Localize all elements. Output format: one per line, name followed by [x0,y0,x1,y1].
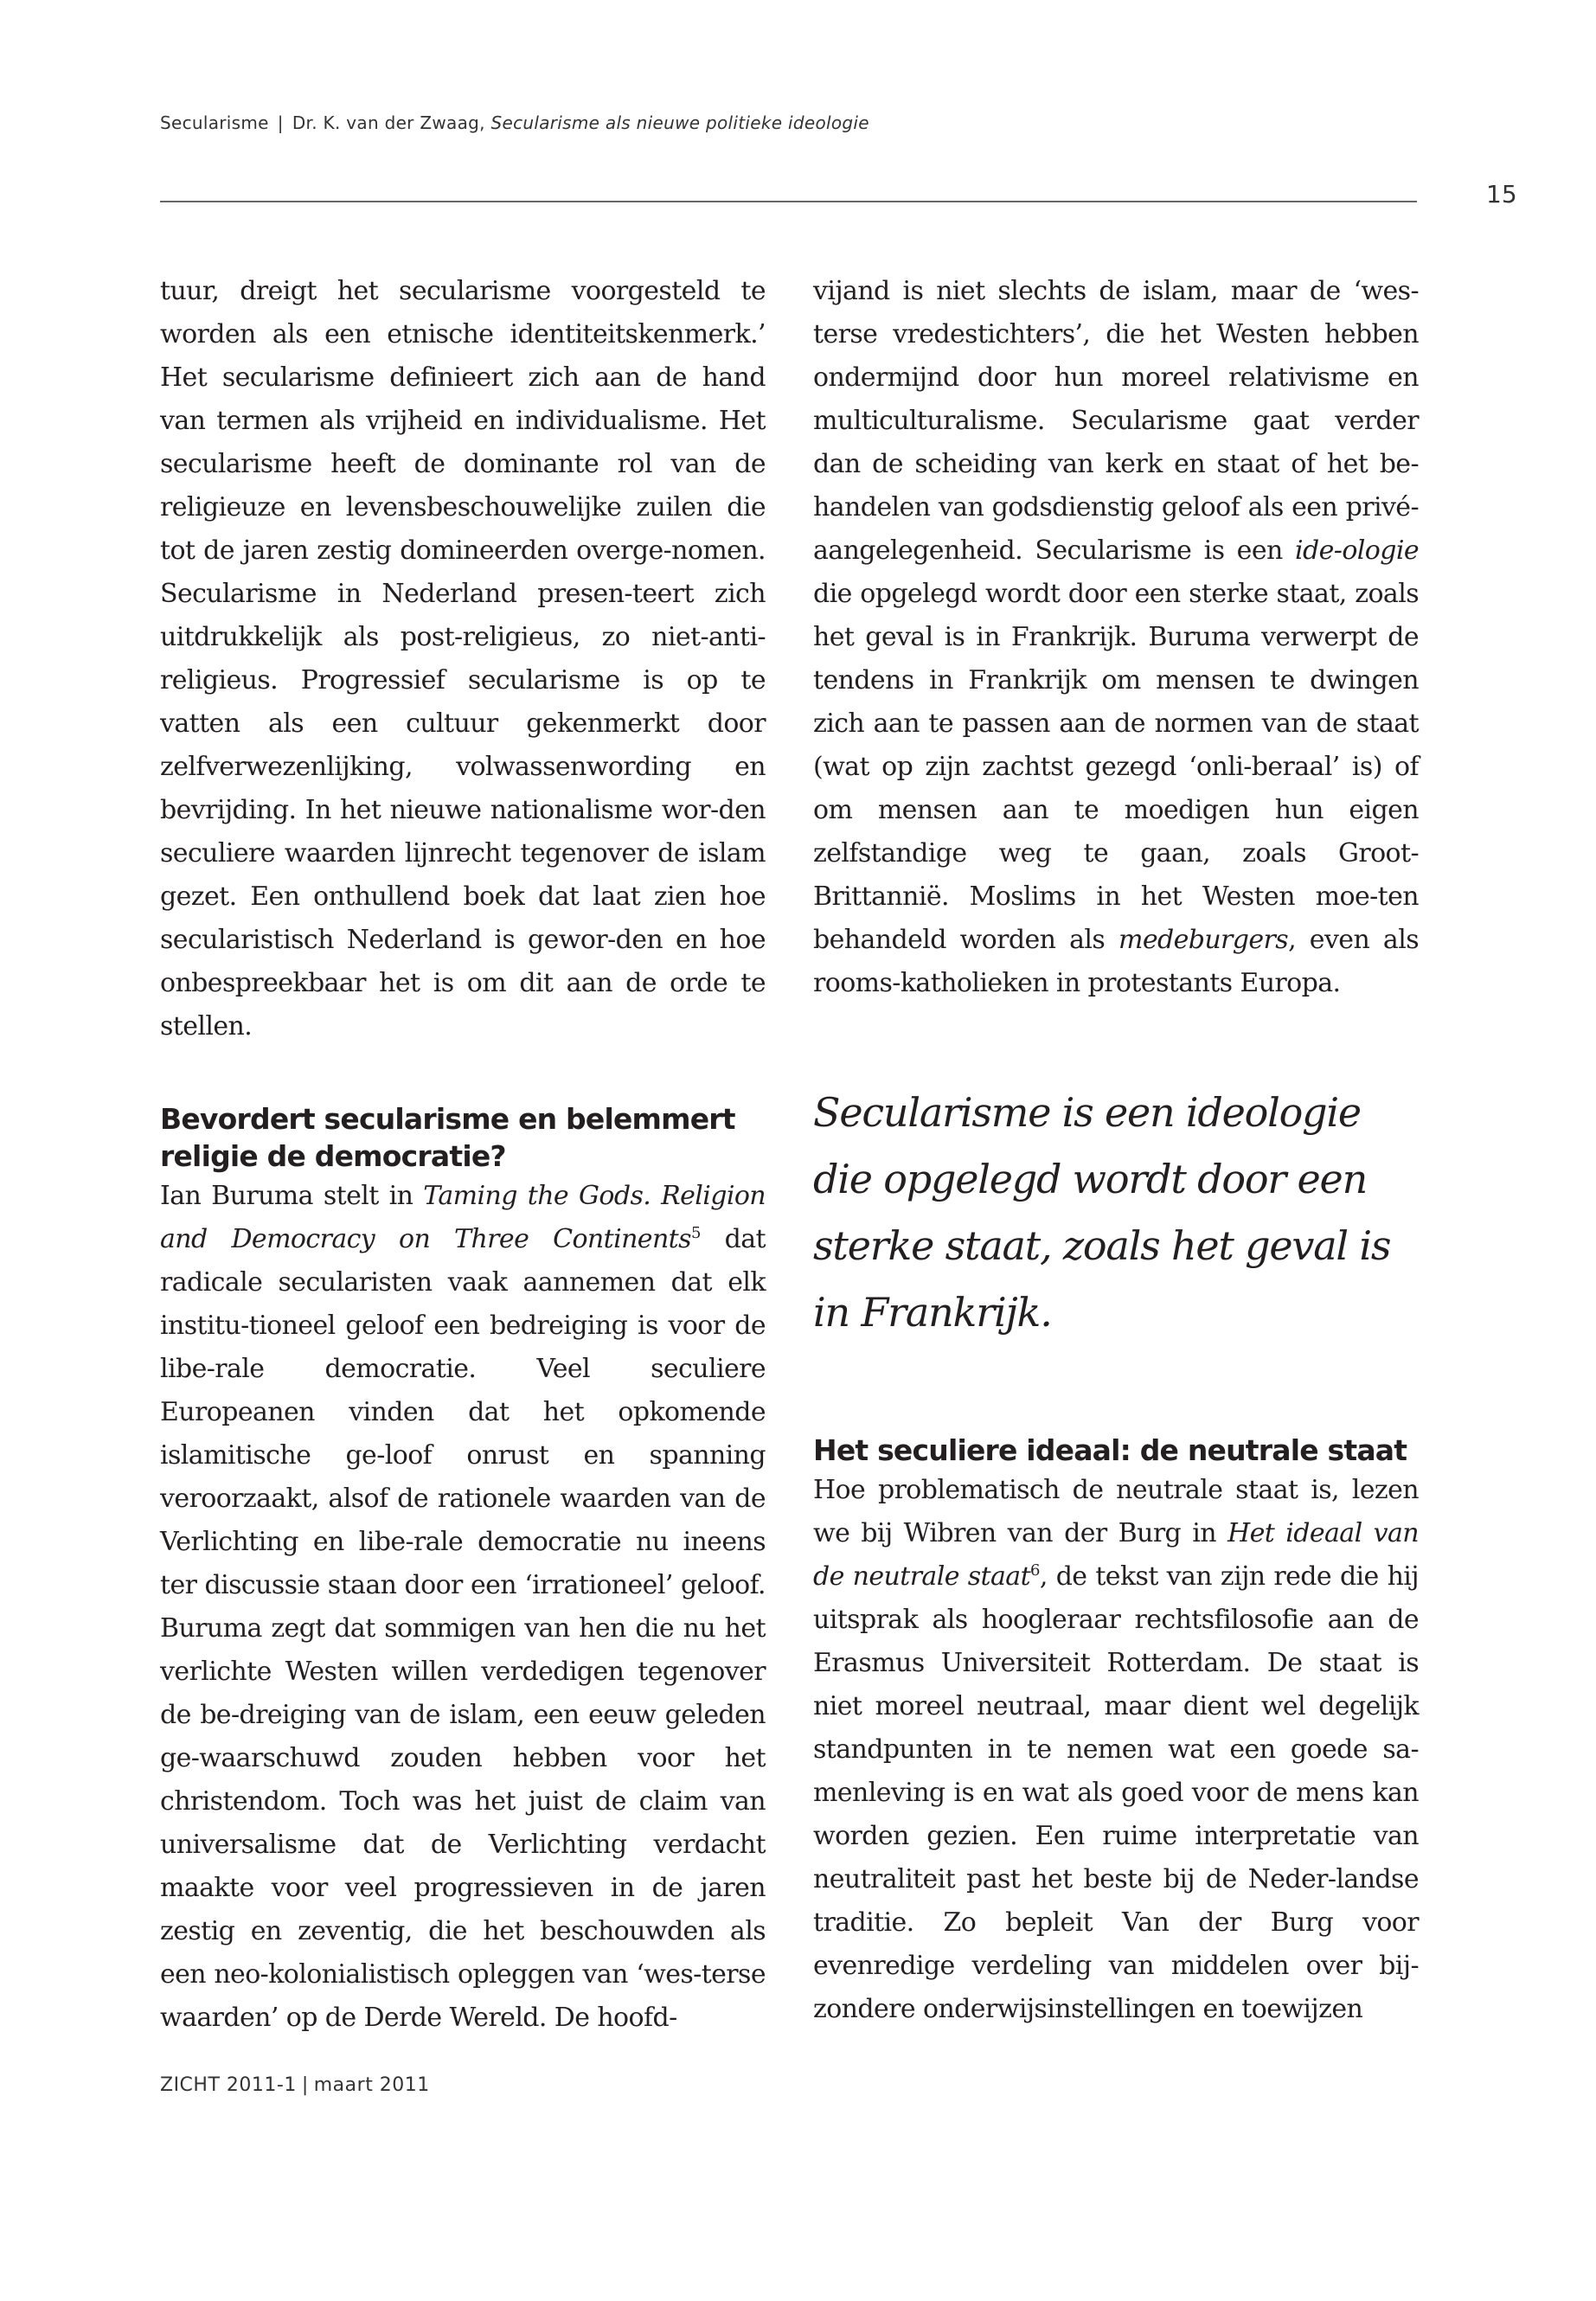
footnote-ref-5[interactable]: 5 [690,1224,701,1242]
continuation-paragraph [813,270,1419,1005]
van-der-burg-paragraph [813,1469,1419,2031]
paragraph-text: vijand is niet slechts de islam, maar de ‘wes-terse vredestichters’, die het Westen hebben ondermijnd door hun moreel relativisme en multiculturalisme. Secularisme gaat verder dan de scheiding van kerk en staat of het be-handelen van godsdienstig geloof als een privé-aangelegenheid. Secularisme is een [813,276,1419,566]
paragraph-text: die opgelegd wordt door een sterke staat, zoals het geval is in Frankrijk. Buruma verwerpt de tendens in Frankrijk om mensen te dwingen zich aan te passen aan de normen van de staat (wat op zijn zachtst gezegd ‘onli-beraal’ is) of om mensen aan te moedigen hun eigen zelfstandige weg te gaan, zoals Groot-Brittannië. Moslims in het Westen moe-ten behandeld worden als [813,579,1419,955]
right-column-top [813,270,1419,1005]
running-head [160,112,869,133]
emphasis-ideologie: ide-ologie [1295,535,1419,566]
intro-paragraph: tuur, dreigt het secularisme voorgesteld te worden als een etnische identiteitskenmerk.’ Het secularisme definieert zich aan de hand van termen als vrijheid en individualisme. Het secularisme heeft de dominante rol van de religieuze en levensbeschouwelijke zuilen die tot de jaren zestig domineerden overge-nomen. Secularisme in Nederland presen-teert zich uitdrukkelijk als post-religieus, zo niet-anti-religieus. Progressief secularisme is op te vatten als een cultuur gekenmerkt door zelfverwezenlijking, volwassenwording en bevrijding. In het nieuwe nationalisme wor-den seculiere waarden lijnrecht tegenover de islam gezet. Een onthullend boek dat laat zien hoe secularistisch Nederland is gewor-den en hoe onbespreekbaar het is om dit aan de orde te stellen. [160,276,766,1042]
header-rule [160,201,1417,202]
pull-quote: Secularisme is een ideologie die opgelegd wordt door een sterke staat, zoals het geval is in Frankrijk. [813,1089,1391,1336]
book-title-taming-the-gods: Taming the Gods. Religion and Democracy on Three Continents [160,1181,766,1254]
footer-separator: | [301,2074,309,2096]
paragraph-text: , even als rooms-katholieken in protestants Europa. [813,925,1419,998]
buruma-paragraph [160,1175,766,2040]
emphasis-medeburgers: medeburgers [1118,925,1289,955]
running-head-article-title: Secularisme als nieuwe politieke ideologie [490,112,869,133]
paragraph-text: Hoe problematisch de neutrale staat is, lezen we bij Wibren van der Burg in [813,1475,1419,1548]
book-title-het-ideaal: Het ideaal van de neutrale staat [813,1518,1419,1592]
section-heading-neutral-state: Het seculiere ideaal: de neutrale staat [813,1433,1407,1467]
running-head-section: Secularisme [160,112,269,133]
running-head-author: Dr. K. van der Zwaag, [292,112,485,133]
right-column-bottom [813,1432,1419,2031]
section-heading-democracy: Bevordert secularisme en belemmert religie de democratie? [160,1102,735,1173]
paragraph-text: Ian Buruma stelt in [160,1181,424,1211]
page-footer [160,2074,430,2096]
page-number: 15 [1486,180,1517,208]
left-column [160,270,766,2040]
footer-date: maart 2011 [313,2074,430,2096]
footer-journal: ZICHT 2011-1 [160,2074,297,2096]
paragraph-text: , de tekst van zijn rede die hij uitsprak als hoogleraar rechtsfilosofie aan de Erasmus Universiteit Rotterdam. De staat is niet moreel neutraal, maar dient wel degelijk standpunten in te nemen wat een goede sa-menleving is en wat als goed voor de mens kan worden gezien. Een ruime interpretatie van neutraliteit past het beste bij de Neder-landse traditie. Zo bepleit Van der Burg voor evenredige verdeling van middelen over bij-zondere onderwijsinstellingen en toewijzen [813,1561,1419,2024]
running-head-separator: | [277,112,284,133]
footnote-ref-6[interactable]: 6 [1030,1561,1040,1580]
paragraph-text: dat radicale secularisten vaak aannemen dat elk institu-tioneel geloof een bedreiging is voor de libe-rale democratie. Veel seculiere Europeanen vinden dat het opkomende islamitische ge-loof onrust en spanning veroorzaakt, alsof de rationele waarden van de Verlichting en libe-rale democratie nu ineens ter discussie staan door een ‘irrationeel’ geloof. Buruma zegt dat sommigen van hen die nu het verlichte Westen willen verdedigen tegenover de be-dreiging van de islam, een eeuw geleden ge-waarschuwd zouden hebben voor het christendom. Toch was het juist de claim van universalisme dat de Verlichting verdacht maakte voor veel progressieven in de jaren zestig en zeventig, die het beschouwden als een neo-kolonialistisch opleggen van ‘wes-terse waarden’ op de Derde Wereld. De hoofd- [160,1224,766,2033]
